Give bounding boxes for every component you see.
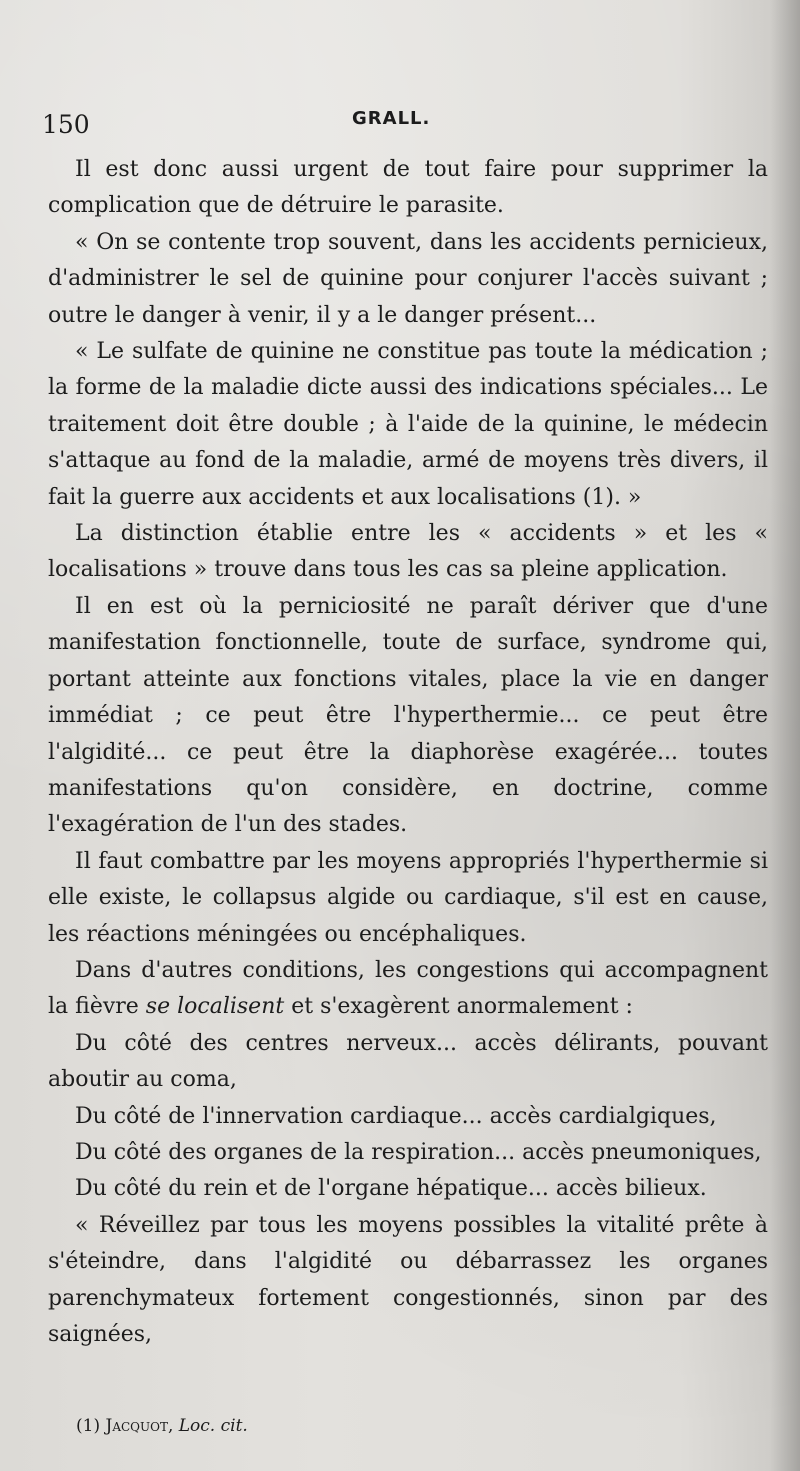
- running-title: GRALL.: [352, 108, 431, 129]
- footnote-author: Jacquot,: [105, 1416, 174, 1436]
- paragraph: Du côté du rein et de l'organe hépatique... accès bilieux.: [75, 1176, 707, 1202]
- footnote-marker: (1): [76, 1416, 101, 1436]
- page-edge-shadow: [770, 0, 800, 1471]
- paragraph: La distinction établie entre les « accidents » et les « localisations » trouve dans tous les cas sa pleine application.: [48, 521, 768, 583]
- italic-phrase: se localisent: [145, 994, 285, 1020]
- paragraph: « On se contente trop souvent, dans les accidents pernicieux, d'administrer le sel de quinine pour conjurer l'accès suivant ; outre le danger à venir, il y a le danger présent...: [48, 229, 768, 328]
- page-header: [40, 104, 760, 144]
- paragraph: Du côté des organes de la respiration... accès pneumoniques,: [75, 1139, 762, 1165]
- paragraph-text: et s'exagèrent anormalement :: [284, 994, 633, 1020]
- paragraph: Il est donc aussi urgent de tout faire pour supprimer la complication que de détruire le parasite.: [48, 157, 768, 219]
- paragraph: Du côté de l'innervation cardiaque... accès cardialgiques,: [75, 1103, 717, 1129]
- paragraph-text: Dans d'autres conditions, les congestions qui accompagnent la fièvre: [48, 957, 768, 1020]
- body-text: [48, 152, 768, 1353]
- paragraph: « Le sulfate de quinine ne constitue pas toute la médication ; la forme de la maladie dicte aussi des indications spéciales... Le traitement doit être double ; à l'aide de la quinine, le médecin s'attaque au fond de la maladie, armé de moyens très divers, il fait la guerre aux accidents et aux localisations (1). »: [48, 339, 768, 510]
- paragraph: Il en est où la perniciosité ne paraît dériver que d'une manifestation fonctionnelle, toute de surface, syndrome qui, portant atteinte aux fonctions vitales, place la vie en danger immédiat ; ce peut être l'hyperthermie... ce peut être l'algidité... ce peut être la diaphorèse exagérée... toutes manifestations qu'on considère, en doctrine, comme l'exagération de l'un des stades.: [48, 593, 768, 838]
- page-number: 150: [42, 110, 90, 139]
- footnote: [76, 1416, 248, 1436]
- footnote-reference: Loc. cit.: [178, 1416, 248, 1436]
- paragraph-localisent: [48, 953, 768, 1026]
- paragraph: Il faut combattre par les moyens appropriés l'hyperthermie si elle existe, le collapsus algide ou cardiaque, s'il est en cause, les réactions méningées ou encéphaliques.: [48, 848, 768, 947]
- paragraph: Du côté des centres nerveux... accès délirants, pouvant aboutir au coma,: [48, 1030, 768, 1093]
- paragraph: « Réveillez par tous les moyens possibles la vitalité prête à s'éteindre, dans l'algidité ou débarrassez les organes parenchymateux fortement congestionnés, sinon par des saignées,: [48, 1212, 768, 1347]
